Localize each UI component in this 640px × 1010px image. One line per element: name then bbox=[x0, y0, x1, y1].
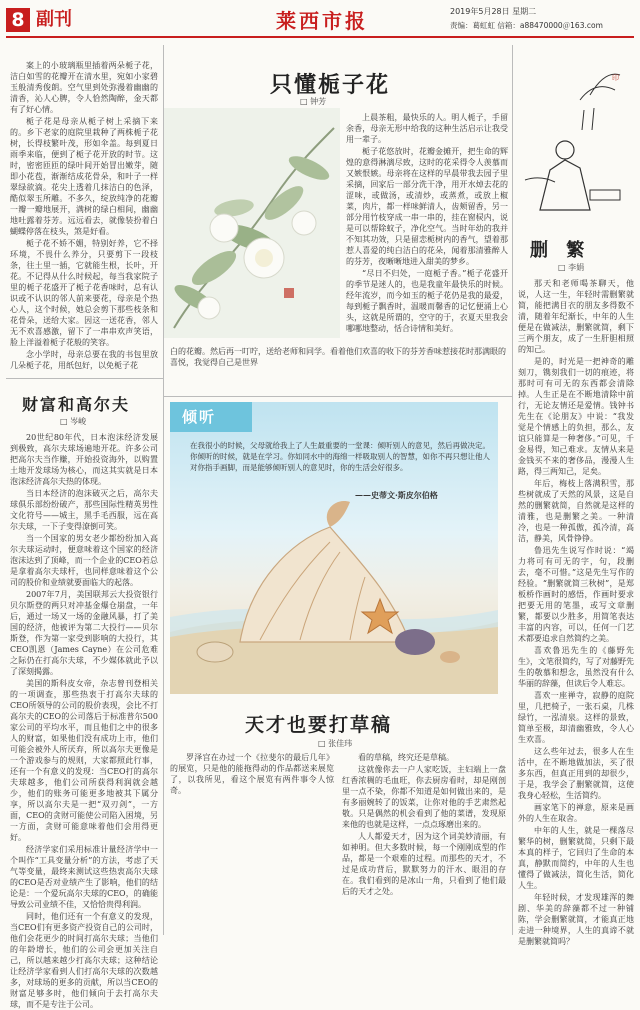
paragraph: 年轻时候，才发现雄浑的舞剧、华美的辞藻都不过一种铺陈，学会删繁就简，才能真正地走进一种境界，人生的真谛不就是删繁就简吗？ bbox=[518, 893, 634, 946]
paragraph: 当日本经济的泡沫破灭之后，高尔夫球俱乐部纷纷破产，那些国际性精英男性文化符号——城主，黑手毛西服，远在高尔夫球，一下子变得潦倒可笑。 bbox=[10, 489, 158, 531]
page-number: 8 bbox=[6, 8, 30, 32]
paragraph: 2007年7月，美国联邦云大投资银行贝尔斯登的两只对冲基金爆仓崩盘，一年后，通过一场又一场的金融风暴，打了美国的经济，他被评为第二大投行——贝尔斯登，作为第一家受到影响的大投行，其CEO凯恩（James Cayne）在公司危难之际仍在打高尔夫球，不少媒体就此予以了深刻揭露。 bbox=[10, 590, 158, 676]
scholar-illustration bbox=[520, 60, 630, 218]
gardenia-painting bbox=[164, 108, 340, 338]
paragraph: 念小学时，母亲总要在我的书包里放几朵栀子花，用纸包好，以免栀子花 bbox=[10, 350, 158, 370]
article-column-simplify bbox=[518, 278, 634, 946]
issue-date: 2019年5月28日 星期二 bbox=[450, 7, 537, 16]
article-column-gardenia-b bbox=[346, 112, 508, 348]
paragraph: 罗泽宫在办过一个《拉斐尔的最后几年》的展览，只是他的能拖得动的作品都送来展览了，以我所见，看这个展览有两件事令人惊奇。 bbox=[170, 753, 334, 795]
paragraph: 喜欢鲁迅先生的《藤野先生》，文笔很简约，写了对藤野先生的敬慕和想念，虽然没有什么华丽的辞藻，但读后令人难忘。 bbox=[518, 646, 634, 688]
section-name: 副刊 bbox=[36, 9, 72, 30]
paragraph: 那天和老师喝茶聊天，他说，人这一生，年轻时需删繁就简，能把满目衣的朋友多得数不清，随着年纪渐长，中年的人生便是在做减法，删繁就简，剩下三两个朋友，成了一生肝胆相照的知己。 bbox=[518, 279, 634, 354]
paragraph: 年后，梅枝上落满积雪，那些树就成了天然的风景，这是自然的删繁就简，自然就是这样的清雅，也是删繁之美。一种清冷，也是一种孤傲，孤冷清，高洁，静美，风骨铮铮。 bbox=[518, 479, 634, 543]
paragraph: 这么些年过去，很多人在生活中，在不断地做加法，买了很多东西，但真正用到的却很少，于是，我学会了删繁就简，这使我身心轻松，生活简约。 bbox=[518, 747, 634, 800]
section-divider bbox=[6, 378, 163, 379]
paragraph: 这就像你去一户人家吃饭，主妇端上一盘红香浓稠的毛血旺，你去厨房看时，却是刚剖里一点不染，你都不知道是如何做出来的，是有多丽婉转了的饭菜，让你对他的手艺肃然起敬。只是偶然的机会看到了他的菜谱，发现原来他的也就是这样，一点点琢磨出来的。 bbox=[342, 765, 506, 829]
quote-text: 在我很小的时候，父母就给我上了人生最重要的一堂课：倾听别人的意见，然后再做决定。你倾听的时候，就是在学习。你如同水中的海绵一样吸取别人的智慧，如你不再只想让他人对你指手画脚，而是能够倾听别人的意见时，你的生活会好很多。 bbox=[190, 441, 490, 472]
paragraph: 上晨茶粗，最快乐的人。明人栀子，手留余香，母亲无形中给我的这种生活启示让我受用一辈子。 bbox=[346, 113, 508, 144]
quote-source: ——史蒂文·斯皮尔伯格 bbox=[355, 490, 438, 500]
article-title-golf: 财富和高尔夫 bbox=[22, 395, 131, 414]
paragraph: “尽日不归处，一庭栀子香。”栀子花盛开的季节是迷人的，也是我童年最快乐的时候。经年流岁，而今如玉的栀子花仍是我的最爱，每到栀子飘香时，温暖而馨香的记忆便涌上心头，这就是所谓的，空守的于，衣夏天里我会哪哪地整动，恬合诗情和美好。 bbox=[346, 269, 508, 333]
article-author-golf: □ 岑峻 bbox=[60, 417, 87, 426]
paragraph: 20世纪80年代，日本泡沫经济发展到极致，高尔夫球场遍地开花。许多公司把高尔夫当作赚，开始投资海外，以购置土地开发球场为核心，而这其实就是日本泡沫经济高尔夫热的体现。 bbox=[10, 433, 158, 486]
paragraph: 是的，时光是一把神奇的雕刻刀，镌刻我们一切的痕迹，将那时可有可无的东西都会清除掉。人生正是在不断地清除中前行，无论友情还是爱情。钱钟书先生在《论朋友》中说：“我发觉是个情感上的负担，那么，友谊只能算是一种奢侈。”可见，千金易得，知己难求。友情从来是金钱买不来的奢侈品，漫漫人生路，得三两知己，足矣。 bbox=[518, 357, 634, 476]
banner-title: 倾听 bbox=[182, 408, 217, 426]
article-author-draft: □ 张佳玮 bbox=[318, 739, 353, 748]
paragraph: 鲁迅先生说写作时说：“竭力将可有可无的字，句，段删去，毫不可惜。”这是先生写作的经验。“删繁就简三秋树”，是郑板桥作画时的感悟，作画时要求把要无用的笔墨，或写文章删繁，都要以少胜多，用简笔表达丰富的内容，可以，任何一门艺术都要追求自然简约之美。 bbox=[518, 546, 634, 643]
column-divider bbox=[512, 45, 513, 935]
article-column-gardenia-c bbox=[170, 346, 506, 382]
column-divider bbox=[163, 45, 164, 935]
article-column-gardenia-a bbox=[10, 60, 158, 370]
paragraph: 当一个国家的男女老少都纷纷加入高尔夫球运动时，便意味着这个国家的经济泡沫达到了顶峰，而一个企业的CEO若总是拿着高尔夫球杆，也同样意味着这个公司的股价和业绩就要面临大的起落。 bbox=[10, 534, 158, 587]
article-title-simplify: 删 繁 bbox=[530, 240, 591, 261]
article-title-gardenia: 只懂栀子花 bbox=[269, 72, 390, 98]
header-rule bbox=[6, 36, 634, 38]
paragraph: 中年的人生，就是一棵落尽繁华的树，删繁就简，只剩下最本真的样子，它回归了生命的本真，静默而简约，中年的人生也懂得了做减法，简化生活，简化人生。 bbox=[518, 826, 634, 890]
paragraph: 美国的斯科皮女帝，杂志曾刊登相关的一项调查，那些热衷于打高尔夫球的CEO所领导的公司的股价表现，会比不打高尔夫的CEO的公司落后于标准普尔500家公司的平均水平，而且他们之中的很多人的财富，如果他们没有成功上市，他们可能会被外人所厌弃，所以高尔夫更像是一个游戏参与的规则，大家都照此行事，还有一个有意义的发现：当CEO打的高尔夫球越多，他们公司所获得利润就会越少，他们的账务可能更多地被其下属分享，所以高尔夫是一把“双刃剑”，一方面，CEO的贪财可能使公司陷入困境，另一方面，贪财可能意味着他们会用得更好。 bbox=[10, 679, 158, 842]
section-divider bbox=[164, 396, 512, 397]
paragraph: 同时，他们还有一个有意义的发现，当CEO们有更多资产投资自己的公司时，他们会花更少的时间打高尔夫球；当他们的年龄增长，他们的公司会更加关注自己，所以越来越少打高尔夫球；这种结论让经济学家看到人们打高尔夫球的次数越多，对球场的更多的贡献，所以当CEO的财富足够多时，他们倾向于去打高尔夫球，而不是专注于公司。 bbox=[10, 912, 158, 1009]
article-title-draft: 天才也要打草稿 bbox=[245, 714, 393, 736]
svg-text:印: 印 bbox=[612, 74, 619, 82]
paragraph: 白的花瓣。然后再一叮咛，送给老师和同学。看着他们欢喜的收下的芬芳香味惹接花时那满眼的喜悦，我觉得自己是世界 bbox=[170, 347, 506, 367]
paragraph: 看的草稿，终究还是草稿。 bbox=[358, 753, 454, 762]
article-column-draft-a bbox=[170, 752, 334, 938]
paragraph: 画家笔下的禅意，原来是画外的人生在取舍。 bbox=[518, 803, 634, 823]
paragraph: 栀子花不娇不媚，特别好养，它不择环境，不畏什么养分，只要剪下一段枝条，往土里一插，它就能生根，长叶，开花。不记得从什么时候起，每当我家院子里的栀子花盛开了栀子花香味时，总有认识或不认识的邻人前来要花，母亲是个热心人，这个时候，她总会剪下那些枝条和花骨朵，送给大家。因这一送花香，邻人无不欢喜感激，留下了一串串欢声笑语，脸上洋溢着栀子花般的笑容。 bbox=[10, 239, 158, 347]
paragraph: 栀子花悠放时，花瓣金摊开，把生命的辉煌的意得淋漓尽致，这时的花采得令人羡慕而又嫉恨嫉。母亲将在这样的早晨带我去园子里采摘，回家后一部分洗干净，用开水焯去花的涩味，或做汤，或清炒，或蒸煮，或放上椒菜，肉片，都一样味鲜清人，齿颊留香，另一部分用竹枝穿成一串一串的，挂在窗棂内，说是可以帮除蚊子，净化空气。当时年幼的我并不知其功效，只是留恋栀树内的香气，望着那惹人喜爱的纯白洁白的花朵，闻着那清雅醉人的芬芳，夜晰晰地进入甜美的梦乡。 bbox=[346, 147, 508, 266]
article-author-gardenia: □ 钟芳 bbox=[300, 97, 327, 106]
masthead: 莱西市报 bbox=[276, 9, 368, 33]
editor-info: 责编：葛虹虹 信箱：a88470000＠163.com bbox=[450, 21, 603, 30]
article-column-golf bbox=[10, 432, 158, 1009]
paragraph: 人人都爱天才，因为这个词美妙清丽，有如神明。但大多数时候，每一个刚刚成型的作品，都是一个艰难的过程。而那些的天才，不过是成功背后，默默努力的汗水、眼泪的存在。我们看到的是冰山一角，只看到了他们最后的天才之处。 bbox=[342, 832, 506, 896]
article-column-draft-b bbox=[342, 752, 506, 938]
article-author-simplify: □ 李娟 bbox=[558, 263, 585, 272]
paragraph: 喜欢一座禅寺，寂静的庭院里，几把椅子，一张石桌，几株绿竹，一泓清泉。这样的景致，简单至极，却清幽雅致，令人心生欢喜。 bbox=[518, 691, 634, 744]
page-header bbox=[0, 0, 640, 40]
paragraph: 栀子花是母亲从栀子树上采摘下来的。乡下老家的庭院里栽种了两株栀子花树，长得枝繁叶茂，形如伞盖。每到夏日雨季来临，便到了栀子花开放的时节。这时，密密匝匝的绿叶间开始冒出嫩芽，随即小花苞，渐渐结成花骨朵，和叶子一样翠绿欲滴。花尖上透着几抹洁白的色泽，酷似翠玉所雕。不多久，绽放纯净的花瓣一瓣一瓣地展开，满树的绿白相间，幽幽地吐露着芬芳。远远看去，就像装扮着白蝴蝶停落在枝头，煞是好看。 bbox=[10, 117, 158, 236]
paragraph: 案上的小玻璃瓶里插着两朵栀子花，洁白如雪的花瓣开在清水里，宛如小家碧玉般清秀俊朗。空气里到处弥漫着幽幽的清香，沁人心脾，令人恰然陶醉，金天都有了好心情。 bbox=[10, 61, 158, 114]
paragraph: 经济学家们采用标准计量经济学中一个叫作“工具变量分析”的方法，考虑了天气等变量，最终来测试这些热衷高尔夫球的CEO是否对业绩产生了影响，他们的结论是：一个爱玩高尔夫球的CEO，的确能导致公司业绩不佳，又恰恰贵得利润。 bbox=[10, 845, 158, 909]
